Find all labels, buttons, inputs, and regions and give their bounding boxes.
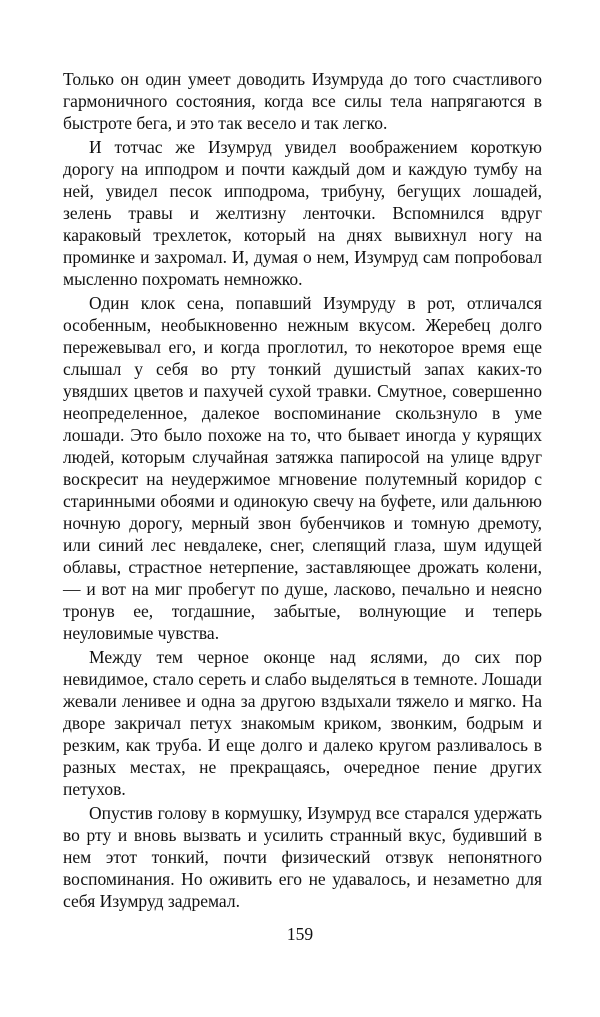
page-body bbox=[63, 68, 542, 912]
paragraph-1: Только он один умеет доводить Изумруда до того счастливого гармоничного состояния, когда все силы тела напрягаются в быстроте бега, и это так весело и так легко. bbox=[63, 69, 542, 133]
page-number: 159 bbox=[286, 924, 314, 944]
paragraph-5: Опустив голову в кормушку, Изумруд все старался удержать во рту и вновь вызвать и усилить странный вкус, будивший в нем этот тонкий, почти физический отзвук непонятного воспоминания. Но оживить его не удавалось, и незаметно для себя Изумруд задремал. bbox=[63, 803, 542, 911]
paragraph-3: Один клок сена, попавший Изумруду в рот, отличался особенным, необыкновенно нежным вкусом. Жеребец долго пережевывал его, и когда проглотил, то некоторое время еще слышал у себя во рту тонкий душистый запах каких-то увядших цветов и пахучей сухой травки. Смутное, совершенно неопределенное, далекое воспоминание скользнуло в уме лошади. Это было похоже на то, что бывает иногда у курящих людей, которым случайная затяжка папиросой на улице вдруг воскресит на неудержимое мгновение полутемный коридор с старинными обоями и одинокую свечу на буфете, или дальнюю ночную дорогу, мерный звон бубенчиков и томную дремоту, или синий лес невдалеке, снег, слепящий глаза, шум идущей облавы, страстное нетерпение, заставляющее дрожать колени,— и вот на миг пробегут по душе, ласково, печально и неясно тронув ее, тогдашние, забытые, волнующие и теперь неуловимые чувства. bbox=[63, 293, 542, 643]
paragraph-4: Между тем черное оконце над яслями, до сих пор невидимое, стало сереть и слабо выделяться в темноте. Лошади жевали ленивее и одна за другою вздыхали тяжело и мягко. На дворе закричал петух знакомым криком, звонким, бодрым и резким, как труба. И еще долго и далеко кругом разливалось в разных местах, не прекращаясь, очередное пение других петухов. bbox=[63, 647, 542, 799]
paragraph-2: И тотчас же Изумруд увидел воображением короткую дорогу на ипподром и почти каждый дом и каждую тумбу на ней, увидел песок ипподрома, трибуну, бегущих лошадей, зелень травы и желтизну ленточки. Вспомнился вдруг караковый трехлеток, который на днях вывихнул ногу на проминке и захромал. И, думая о нем, Изумруд сам попробовал мысленно похромать немножко. bbox=[63, 137, 542, 289]
